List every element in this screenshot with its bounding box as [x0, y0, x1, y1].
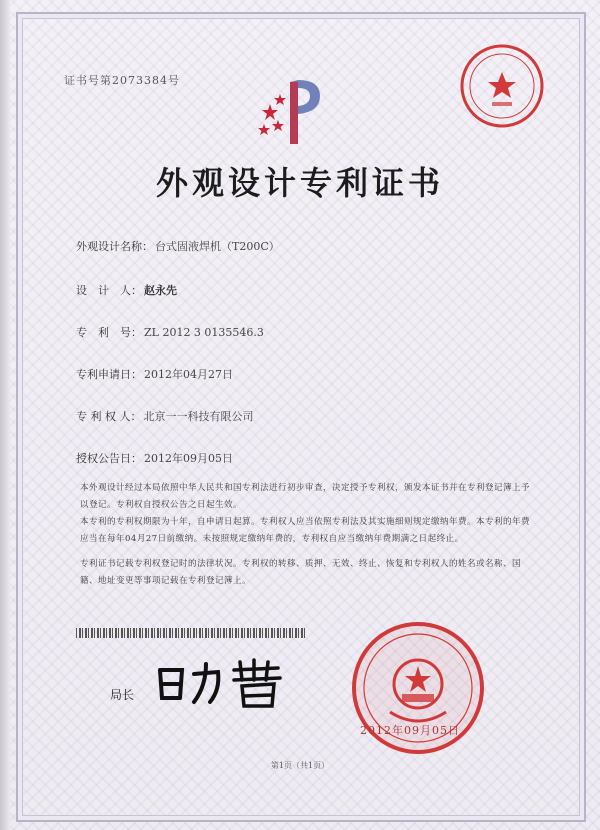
field-label: 专 利 号： — [76, 326, 142, 339]
field-value: 台式固液焊机（T200C） — [155, 240, 280, 253]
field-value: ZL 2012 3 0135546.3 — [144, 326, 264, 339]
body-paragraph: 本专利的专利权期限为十年，自申请日起算。专利权人应当依照专利法及其实施细则规定缴纳年费。本专利的年费应当在每年04月27日前缴纳。未按照规定缴纳年费的，专利权自应当缴纳年费期满之日起终止。 — [80, 517, 531, 544]
design-name-row — [76, 238, 280, 254]
sipo-emblem-icon — [250, 74, 330, 150]
certificate-number: 证书号第2073384号 — [64, 74, 180, 87]
certificate-title: 外观设计专利证书 — [155, 164, 444, 202]
filing-date-row — [76, 366, 233, 382]
field-label: 专 利 权 人： — [76, 410, 142, 423]
field-label: 外观设计名称： — [76, 240, 153, 253]
field-label: 授权公告日： — [76, 452, 142, 465]
barcode — [76, 628, 306, 638]
field-label: 设 计 人： — [76, 284, 142, 297]
field-value: 2012年04月27日 — [144, 368, 233, 381]
field-value: 赵永先 — [144, 284, 177, 297]
body-paragraph: 本外观设计经过本局依照中华人民共和国专利法进行初步审查，决定授予专利权，颁发本证书并在专利登记簿上予以登记。专利权自授权公告之日起生效。 — [80, 483, 531, 510]
patentee-row — [76, 408, 254, 424]
scan-edge-shadow — [0, 0, 10, 830]
grant-date-row — [76, 450, 233, 466]
body-paragraph: 专利证书记载专利权登记时的法律状况。专利权的转移、质押、无效、终止、恢复和专利权人的姓名或名称、国籍、地址变更等事项记载在专利登记簿上。 — [80, 559, 522, 586]
director-label: 局长 — [110, 688, 135, 702]
field-value: 北京一一科技有限公司 — [143, 410, 254, 423]
patent-number-row — [76, 324, 264, 340]
field-label: 专利申请日： — [76, 368, 142, 381]
small-red-seal-icon — [458, 42, 546, 130]
field-value: 2012年09月05日 — [144, 452, 233, 465]
designer-row — [76, 282, 177, 298]
director-signature-icon — [150, 650, 300, 710]
page-footer: 第1页（共1页） — [270, 761, 330, 770]
seal-date: 2012年09月05日 — [360, 724, 460, 737]
